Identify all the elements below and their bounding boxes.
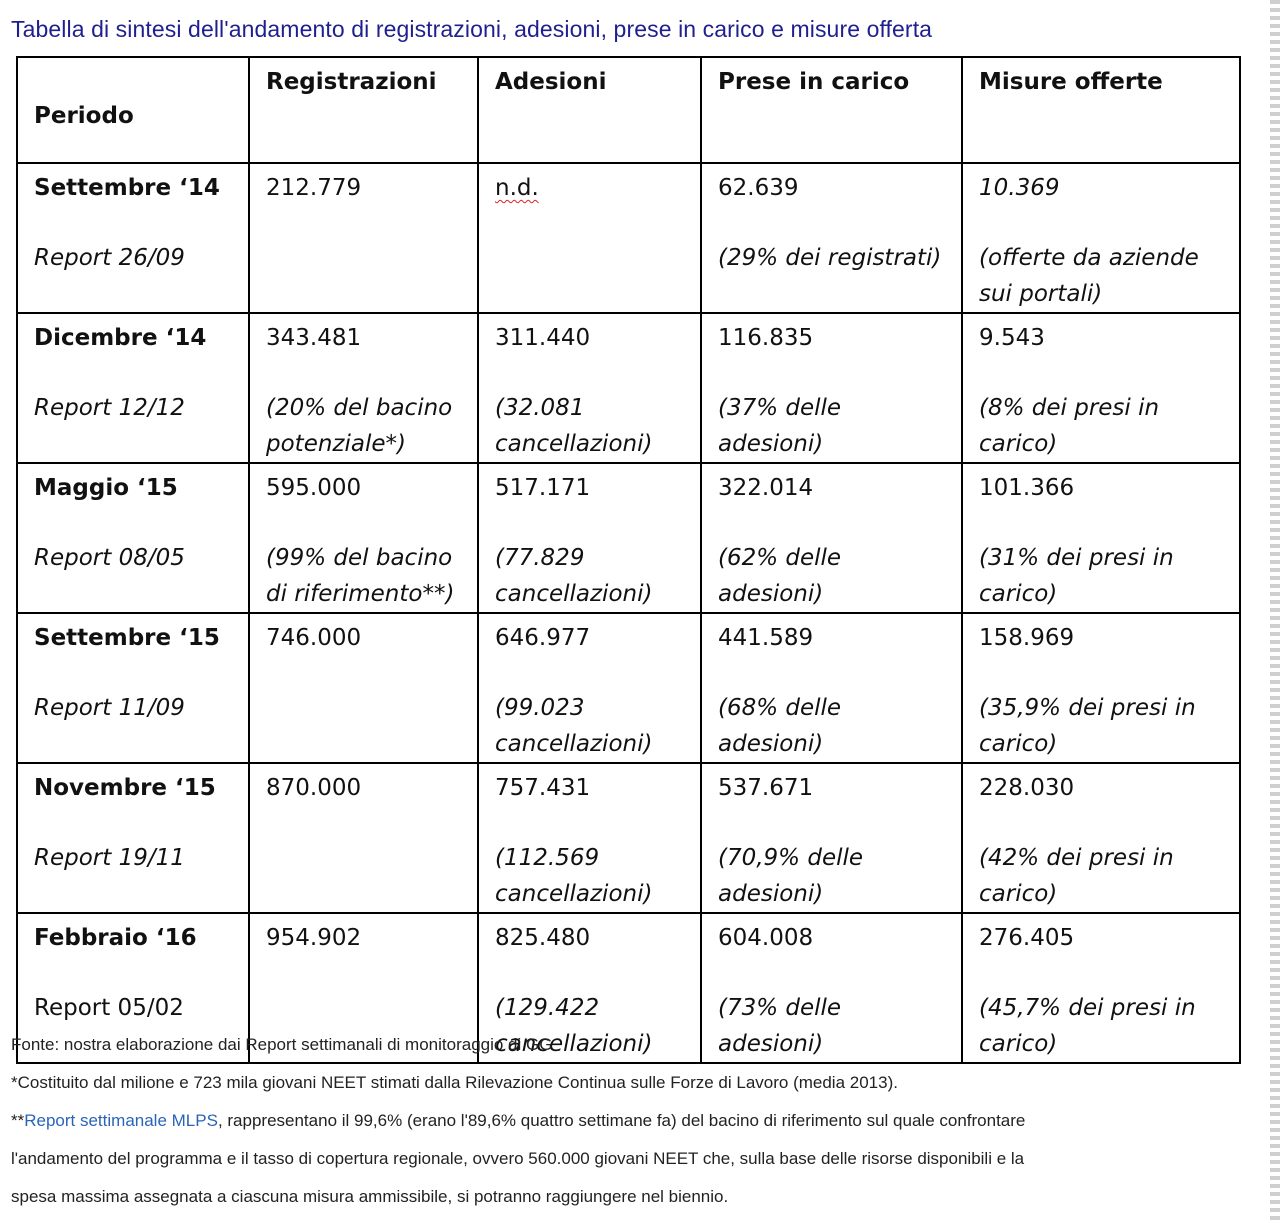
report-label: Report 08/05 <box>34 545 185 571</box>
note: (77.829 cancellazioni) <box>495 545 653 607</box>
cell-adesioni <box>478 613 701 763</box>
note: (99.023 cancellazioni) <box>495 695 653 757</box>
report-label: Report 05/02 <box>34 995 184 1021</box>
note: (112.569 cancellazioni) <box>495 845 653 907</box>
source-note: Fonte: nostra elaborazione dai Report settimanali di monitoraggio di GG <box>11 1035 553 1054</box>
value: 604.008 <box>718 925 814 951</box>
period-label: Settembre ‘15 <box>34 625 220 651</box>
report-label: Report 19/11 <box>34 845 185 871</box>
header-misure-offerte: Misure offerte <box>962 57 1240 163</box>
cell-registrazioni <box>249 613 478 763</box>
cell-periodo <box>17 313 249 463</box>
header-adesioni: Adesioni <box>478 57 701 163</box>
period-label: Dicembre ‘14 <box>34 325 207 351</box>
note: (37% delle adesioni) <box>718 395 842 457</box>
cell-registrazioni <box>249 313 478 463</box>
note: (99% del bacino di riferimento**) <box>266 545 455 607</box>
table-title: Tabella di sintesi dell'andamento di registrazioni, adesioni, prese in carico e misure offerta <box>11 16 933 42</box>
page-scrollbar[interactable] <box>1270 0 1280 1223</box>
note: (32.081 cancellazioni) <box>495 395 653 457</box>
header-periodo: Periodo <box>17 57 249 163</box>
table-row <box>17 463 1240 613</box>
footnotes <box>11 1026 1271 1216</box>
note: (29% dei registrati) <box>718 245 942 271</box>
cell-prese-in-carico <box>701 763 962 913</box>
note: (68% delle adesioni) <box>718 695 842 757</box>
period-label: Maggio ‘15 <box>34 475 178 501</box>
cell-prese-in-carico <box>701 463 962 613</box>
period-label: Novembre ‘15 <box>34 775 216 801</box>
value: 537.671 <box>718 775 814 801</box>
header-prese-in-carico: Prese in carico <box>701 57 962 163</box>
table-row <box>17 763 1240 913</box>
cell-periodo <box>17 163 249 313</box>
cell-misure-offerte <box>962 163 1240 313</box>
value: 276.405 <box>979 925 1075 951</box>
cell-periodo <box>17 763 249 913</box>
footnote-1: *Costituito dal milione e 723 mila giovani NEET stimati dalla Rilevazione Continua sulle Forze di Lavoro (media 2013). <box>11 1073 898 1092</box>
note: (20% del bacino potenziale*) <box>266 395 453 457</box>
value: 757.431 <box>495 775 591 801</box>
value: 870.000 <box>266 775 362 801</box>
cell-registrazioni <box>249 763 478 913</box>
footnote-2-line-2: l'andamento del programma e il tasso di copertura regionale, ovvero 560.000 giovani NEET che, sulla base delle risorse disponibili e la <box>11 1149 1025 1168</box>
cell-misure-offerte <box>962 613 1240 763</box>
cell-registrazioni <box>249 463 478 613</box>
value: 646.977 <box>495 625 591 651</box>
cell-misure-offerte <box>962 463 1240 613</box>
cell-periodo <box>17 613 249 763</box>
report-label: Report 11/09 <box>34 695 185 721</box>
cell-prese-in-carico <box>701 613 962 763</box>
value: 10.369 <box>979 175 1060 201</box>
cell-adesioni <box>478 313 701 463</box>
value: 212.779 <box>266 175 362 201</box>
report-mlps-link[interactable]: Report settimanale MLPS <box>24 1111 218 1130</box>
value: 9.543 <box>979 325 1045 351</box>
value: 441.589 <box>718 625 814 651</box>
table-row <box>17 163 1240 313</box>
cell-misure-offerte <box>962 763 1240 913</box>
cell-adesioni <box>478 463 701 613</box>
header-row <box>17 57 1240 163</box>
table-row <box>17 313 1240 463</box>
footnote-2: **Report settimanale MLPS, rappresentano il 99,6% (erano l'89,6% quattro settimane fa) del bacino di riferimento sul quale confrontare <box>11 1111 1026 1130</box>
value: 311.440 <box>495 325 591 351</box>
note: (31% dei presi in carico) <box>979 545 1174 607</box>
note: (45,7% dei presi in carico) <box>979 995 1196 1057</box>
note: (70,9% delle adesioni) <box>718 845 864 907</box>
note: (42% dei presi in carico) <box>979 845 1174 907</box>
note: (35,9% dei presi in carico) <box>979 695 1196 757</box>
period-label: Febbraio ‘16 <box>34 925 197 951</box>
note: (129.422 cancellazioni) <box>495 995 653 1057</box>
summary-table <box>16 56 1241 1064</box>
cell-prese-in-carico <box>701 313 962 463</box>
note: (73% delle adesioni) <box>718 995 842 1057</box>
value: 101.366 <box>979 475 1075 501</box>
report-label: Report 12/12 <box>34 395 185 421</box>
cell-periodo <box>17 463 249 613</box>
note: (8% dei presi in carico) <box>979 395 1160 457</box>
value: 116.835 <box>718 325 814 351</box>
note: (offerte da aziende sui portali) <box>979 245 1199 307</box>
value: 954.902 <box>266 925 362 951</box>
value: 343.481 <box>266 325 362 351</box>
table-row <box>17 613 1240 763</box>
note: (62% delle adesioni) <box>718 545 842 607</box>
cell-misure-offerte <box>962 313 1240 463</box>
value: 517.171 <box>495 475 591 501</box>
value: 825.480 <box>495 925 591 951</box>
header-registrazioni: Registrazioni <box>249 57 478 163</box>
footnote-2-line-3: spesa massima assegnata a ciascuna misura ammissibile, si potranno raggiungere nel biennio. <box>11 1187 729 1206</box>
cell-prese-in-carico <box>701 163 962 313</box>
cell-adesioni <box>478 763 701 913</box>
report-label: Report 26/09 <box>34 245 185 271</box>
period-label: Settembre ‘14 <box>34 175 220 201</box>
cell-adesioni <box>478 163 701 313</box>
cell-registrazioni <box>249 163 478 313</box>
value: 228.030 <box>979 775 1075 801</box>
value: 322.014 <box>718 475 814 501</box>
value: 746.000 <box>266 625 362 651</box>
value: n.d. <box>495 175 539 201</box>
value: 595.000 <box>266 475 362 501</box>
value: 62.639 <box>718 175 799 201</box>
value: 158.969 <box>979 625 1075 651</box>
